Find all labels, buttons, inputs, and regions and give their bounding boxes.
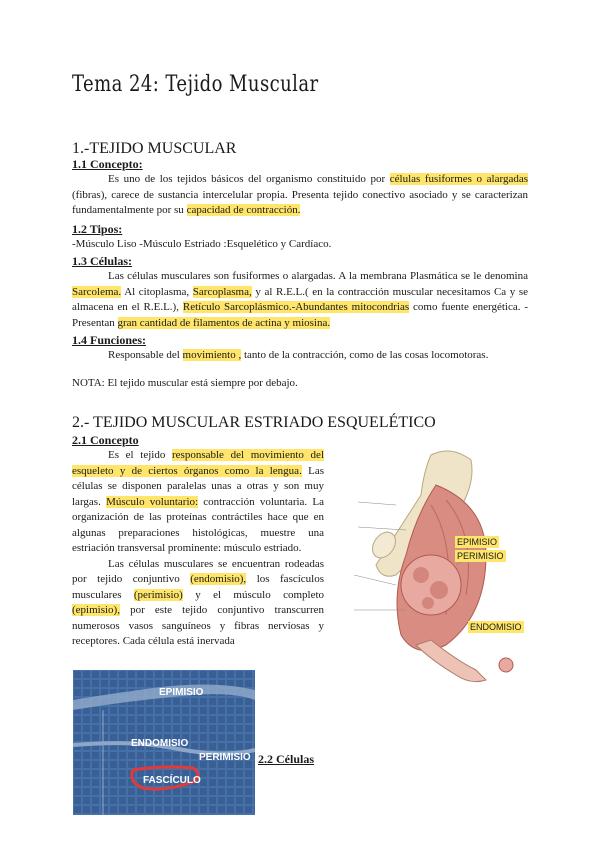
micro-label-epimisio: EPIMISIO — [159, 687, 204, 698]
funciones-heading: 1.4 Funciones: — [72, 333, 147, 347]
label-endomisio: ENDOMISIO — [470, 622, 522, 632]
tipos-heading: 1.2 Tipos: — [72, 221, 123, 236]
highlight-capacidad-contraccion: capacidad de contracción. — [186, 204, 301, 216]
page-title: Tema 24: Tejido Muscular — [72, 72, 319, 97]
section-1-body — [72, 157, 528, 391]
nota-text: NOTA: El tejido muscular está siempre por debajo. — [72, 376, 298, 389]
tipos-text: -Músculo Liso -Músculo Estriado :Esquelético y Cardíaco. — [72, 237, 332, 250]
micro-label-fasciculo: FASCÍCULO — [143, 775, 201, 786]
celulas-2-heading: 2.2 Células — [258, 752, 315, 766]
highlight-celulas-fusiformes: células fusiformes o alargadas — [389, 173, 528, 185]
concepto-heading: 1.1 Concepto: — [72, 157, 143, 171]
micro-label-endomisio: ENDOMISIO — [131, 738, 189, 749]
muscle-anatomy-diagram — [336, 445, 536, 690]
celulas-paragraph: Las células musculares son fusiformes o alargadas. A la membrana Plasmática se le denomina Sarcolema. Al citoplasma, Sarcoplasma, y al R.E.L.( en la contracción muscular necesitamos Ca y se almacena en el R.E.L.), Retículo Sarcoplásmico.-Abundantes mitocondrias como fuente energética. -Presentan gran cantidad de filamentos de actina y miosina. — [72, 270, 529, 329]
concepto-2-heading: 2.1 Concepto — [72, 433, 139, 447]
label-epimisio: EPIMISIO — [457, 537, 498, 547]
concepto-paragraph: Es uno de los tejidos básicos del organismo constituido por células fusiformes o alargadas (fibras), carece de sustancia intercelular propia. Presenta tejido conectivo asociado y se caracterizan fundamentalmente por su capacidad de contracción. — [72, 173, 528, 216]
muscle-diagram-svg — [336, 445, 536, 690]
funciones-text: Responsable del movimiento , tanto de la contracción, como de las cosas locomotoras. — [108, 349, 489, 361]
section-2-heading: 2.- TEJIDO MUSCULAR ESTRIADO ESQUELÉTICO — [72, 414, 436, 431]
micro-label-perimisio: PERIMISIO — [199, 752, 251, 763]
celulas-heading: 1.3 Células: — [72, 254, 132, 268]
tejido-conjuntivo-paragraph: Las células musculares se encuentran rodeadas por tejido conjuntivo (endomisio), los fascículos musculares (perimisio) y el músculo completo (epimisio), por este tejido conjuntivo transcurren numerosos vasos sanguíneos y fibras nerviosas y receptores. Cada célula está inervada — [72, 557, 325, 647]
label-perimisio: PERIMISIO — [457, 551, 504, 561]
section-2-body — [72, 433, 324, 650]
micrograph-image — [73, 670, 255, 815]
concepto-2-paragraph: Es el tejido responsable del movimiento del esqueleto y de ciertos órganos como la lengua. Las células se disponen paralelas unas a otras y son muy largas. Músculo voluntario: contracción voluntaria. La organización de las proteínas contráctiles hace que en algunas preparaciones histológicas, muestre una estriación transversal prominente: músculo estriado. — [72, 449, 325, 554]
section-1-heading: 1.-TEJIDO MUSCULAR — [72, 140, 237, 157]
